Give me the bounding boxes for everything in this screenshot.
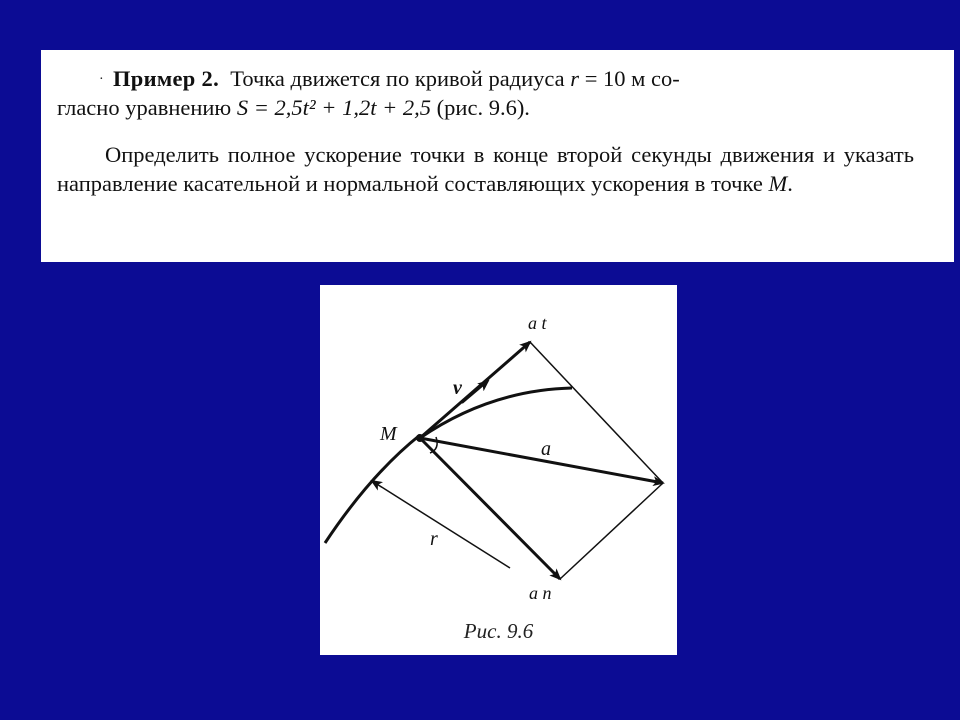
trajectory-curve	[325, 435, 420, 543]
radius-symbol: r	[570, 66, 580, 91]
statement-line1: Точка движется по кривой радиуса	[230, 66, 565, 91]
problem-text-panel	[41, 50, 954, 262]
label-point-m: M	[380, 423, 397, 445]
stray-dot: ·	[99, 72, 104, 87]
radius-value: = 10 м со-	[584, 66, 680, 91]
example-heading: Пример 2.	[113, 66, 220, 91]
tangential-accel-vector	[420, 342, 530, 438]
task-point: M	[768, 171, 788, 196]
motion-equation: S = 2,5t² + 1,2t + 2,5	[236, 95, 432, 120]
parallelogram-side-bottom	[560, 483, 663, 579]
label-tangential-accel: a t	[528, 313, 547, 333]
velocity-arrow	[462, 381, 488, 403]
radius-vector	[372, 481, 510, 568]
task-end: .	[787, 171, 793, 196]
label-total-accel: a	[541, 438, 551, 460]
task-text: Определить полное ускорение точки в конце второй секунды движения и указать направление касательной и нормальной составляющих ускорения в точке	[57, 142, 914, 196]
label-normal-accel: a n	[529, 583, 552, 603]
label-velocity: v	[453, 377, 462, 399]
point-m	[416, 434, 424, 442]
figure-panel	[320, 285, 677, 655]
problem-statement	[57, 64, 914, 122]
figure-reference: (рис. 9.6).	[436, 95, 530, 120]
osculating-arc	[420, 388, 572, 438]
figure-caption: Рис. 9.6	[463, 619, 534, 643]
label-radius: r	[430, 528, 438, 550]
task-statement	[57, 140, 914, 198]
acceleration-diagram	[320, 285, 677, 655]
statement-line2: гласно уравнению	[57, 95, 232, 120]
